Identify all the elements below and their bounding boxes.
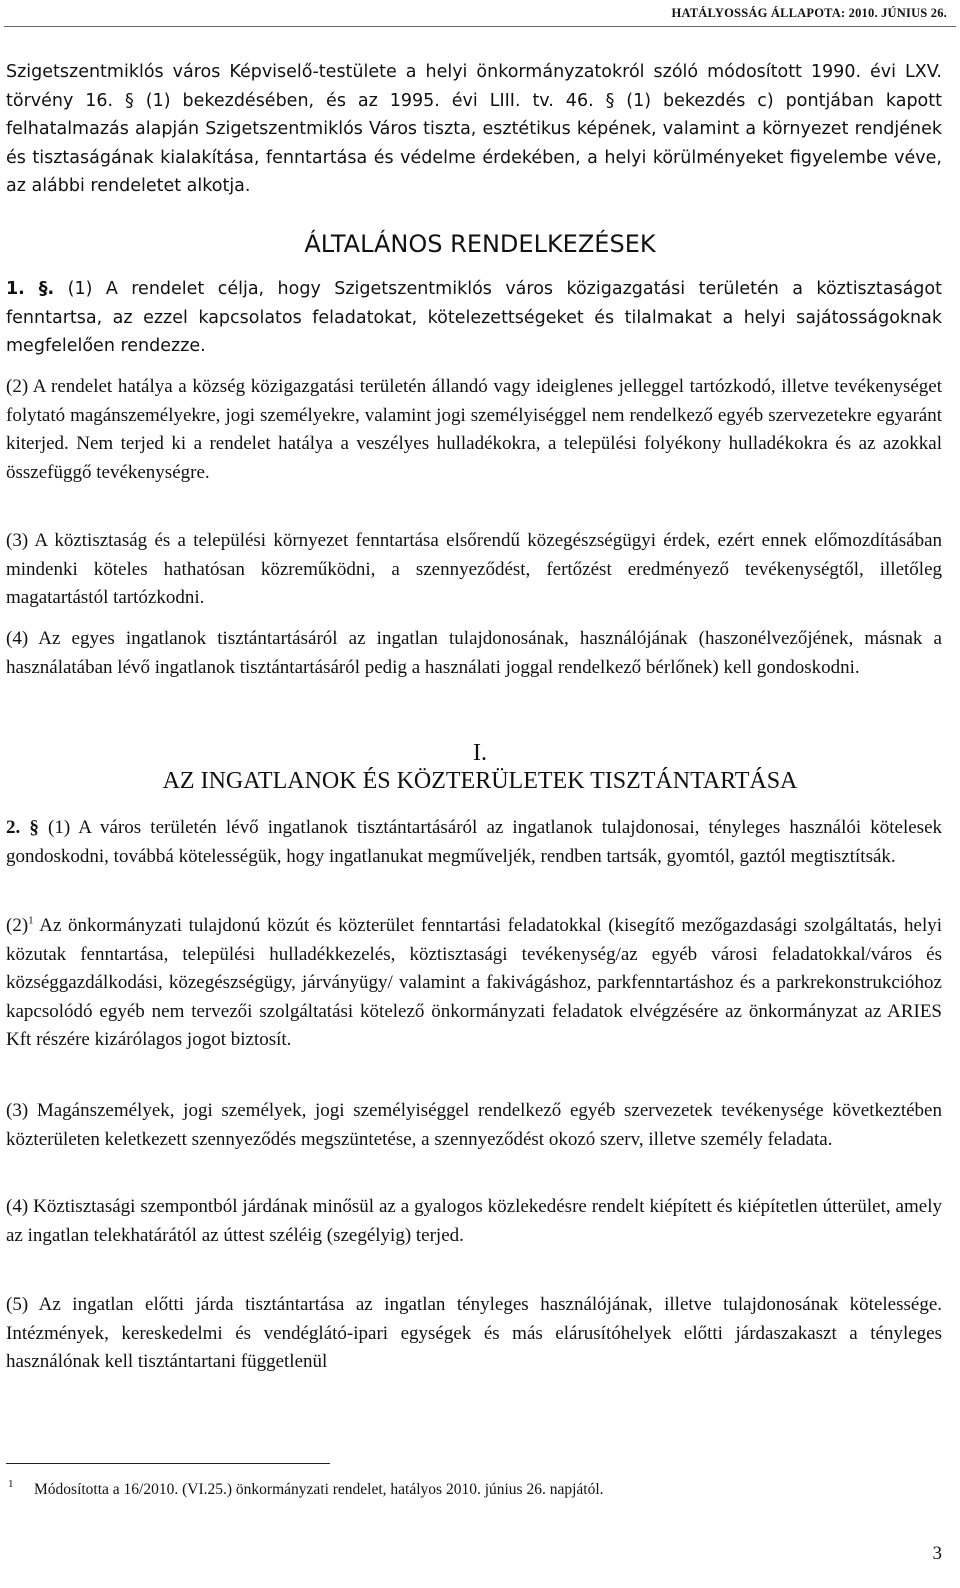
s2-number: 2. § [6,817,39,838]
s2-p2-text: Az önkormányzati tulajdonú közút és közterület fenntartási feladatokkal (kisegítő mezőgazdasági szolgáltatás, helyi közutak fenntartása, települési hulladékkezelés, köztisztasági tevékenység/az egyéb városi feladatokkal/város és községgazdálkodási, közegészségügy, járványügy/ valamint a fakivágáshoz, parkfenntartáshoz és a parkrekonstrukcióhoz kapcsolódó egyéb nem tervezői szolgáltatási kötelező önkormányzati feladatok elvégzésére az önkormányzat az ARIES Kft részére kizárólagos jogot biztosít. [6,915,942,1050]
s2-paragraph-5: (5) Az ingatlan előtti járda tisztántartása az ingatlan tényleges használójának, illetve tulajdonosának kötelessége. Intézmények, kereskedelmi és vendéglátó-ipari egységek és más elárusítóhelyek előtti járdaszakaszt a tényleges használónak kell tisztántartani függetlenül [6,1294,942,1372]
s2-paragraph-1 [6,814,942,871]
chapter-number: I. [473,740,487,766]
footnote-text: Módosította a 16/2010. (VI.25.) önkormányzati rendelet, hatályos 2010. június 26. napjától. [34,1481,604,1498]
s1-p1-text: (1) A rendelet célja, hogy Szigetszentmiklós város közigazgatási területén a köztisztaságot fenntartsa, az ezzel kapcsolatos feladatokat, kötelezettségeket és tilalmakat a helyi sajátosságoknak megfelelően rendezze. [6,279,942,356]
chapter-title: AZ INGATLANOK ÉS KÖZTERÜLETEK TISZTÁNTARTÁSA [162,768,798,794]
preamble: Szigetszentmiklós város Képviselő-testülete a helyi önkormányzatokról szóló módosított 1990. évi LXV. törvény 16. § (1) bekezdésében, és az 1995. évi LIII. tv. 46. § (1) bekezdés c) pontjában kapott felhatalmazás alapján Szigetszentmiklós Város tiszta, esztétikus képének, valamint a környezet rendjének és tisztaságának kialakítása, fenntartása és védelme érdekében, a helyi körülményeket figyelembe véve, az alábbi rendeletet alkotja. [6,62,942,196]
s1-paragraph-2: (2) A rendelet hatálya a község közigazgatási területén állandó vagy ideiglenes jelleggel tartózkodó, illetve tevékenységet folytató magánszemélyekre, jogi személyekre, valamint jogi személyiséggel nem rendelkező egyéb szervezetekre egyaránt kiterjed. Nem terjed ki a rendelet hatálya a veszélyes hulladékokra, a települési folyékony hulladékokra és az azokkal összefüggő tevékenységre. [6,376,942,483]
header-divider [4,26,956,27]
footnote [8,1478,604,1500]
s2-p1-text: (1) A város területén lévő ingatlanok tisztántartásáról az ingatlanok tulajdonosai, tényleges használói kötelesek gondoskodni, továbbá kötelességük, hogy ingatlanukat megműveljék, rendben tartsák, gyomtól, gaztól megtisztítsák. [6,817,942,867]
s1-number: 1. §. [6,279,55,299]
footnote-reference: 1 [28,914,34,927]
effective-status-header: HATÁLYOSSÁG ÁLLAPOTA: 2010. JÚNIUS 26. [671,6,947,20]
footnote-number: 1 [8,1478,14,1490]
section-heading-general: ÁLTALÁNOS RENDELKEZÉSEK [304,230,656,258]
s2-p2-label: (2) [6,915,29,936]
s1-paragraph-3: (3) A köztisztaság és a települési környezet fenntartása elsőrendű közegészségügyi érdek, ezért ennek előmozdításában mindenki köteles hathatósan közreműködni, a szennyeződést, fertőzést eredményező tevékenységtől, illetőleg magatartástól tartózkodni. [6,530,942,608]
s2-paragraph-3: (3) Magánszemélyek, jogi személyek, jogi személyiséggel rendelkező egyéb szervezetek tevékenysége következtében közterületen keletkezett szennyeződés megszüntetése, a szennyeződést okozó szerv, illetve személy feladata. [6,1100,942,1150]
s2-paragraph-2 [6,912,942,1055]
page-number: 3 [932,1543,942,1564]
s1-paragraph-1 [6,275,942,361]
footnote-divider [6,1463,330,1464]
s2-paragraph-4: (4) Köztisztasági szempontból járdának minősül az a gyalogos közlekedésre rendelt kiépített és kiépítetlen útterület, amely az ingatlan telekhatárától az úttest széléig (szegélyig) terjed. [6,1196,942,1246]
s1-paragraph-4: (4) Az egyes ingatlanok tisztántartásáról az ingatlan tulajdonosának, használójának (haszonélvezőjének, másnak a használatában lévő ingatlanok tisztántartásáról pedig a használati joggal rendelkező bérlőnek) kell gondoskodni. [6,628,942,678]
